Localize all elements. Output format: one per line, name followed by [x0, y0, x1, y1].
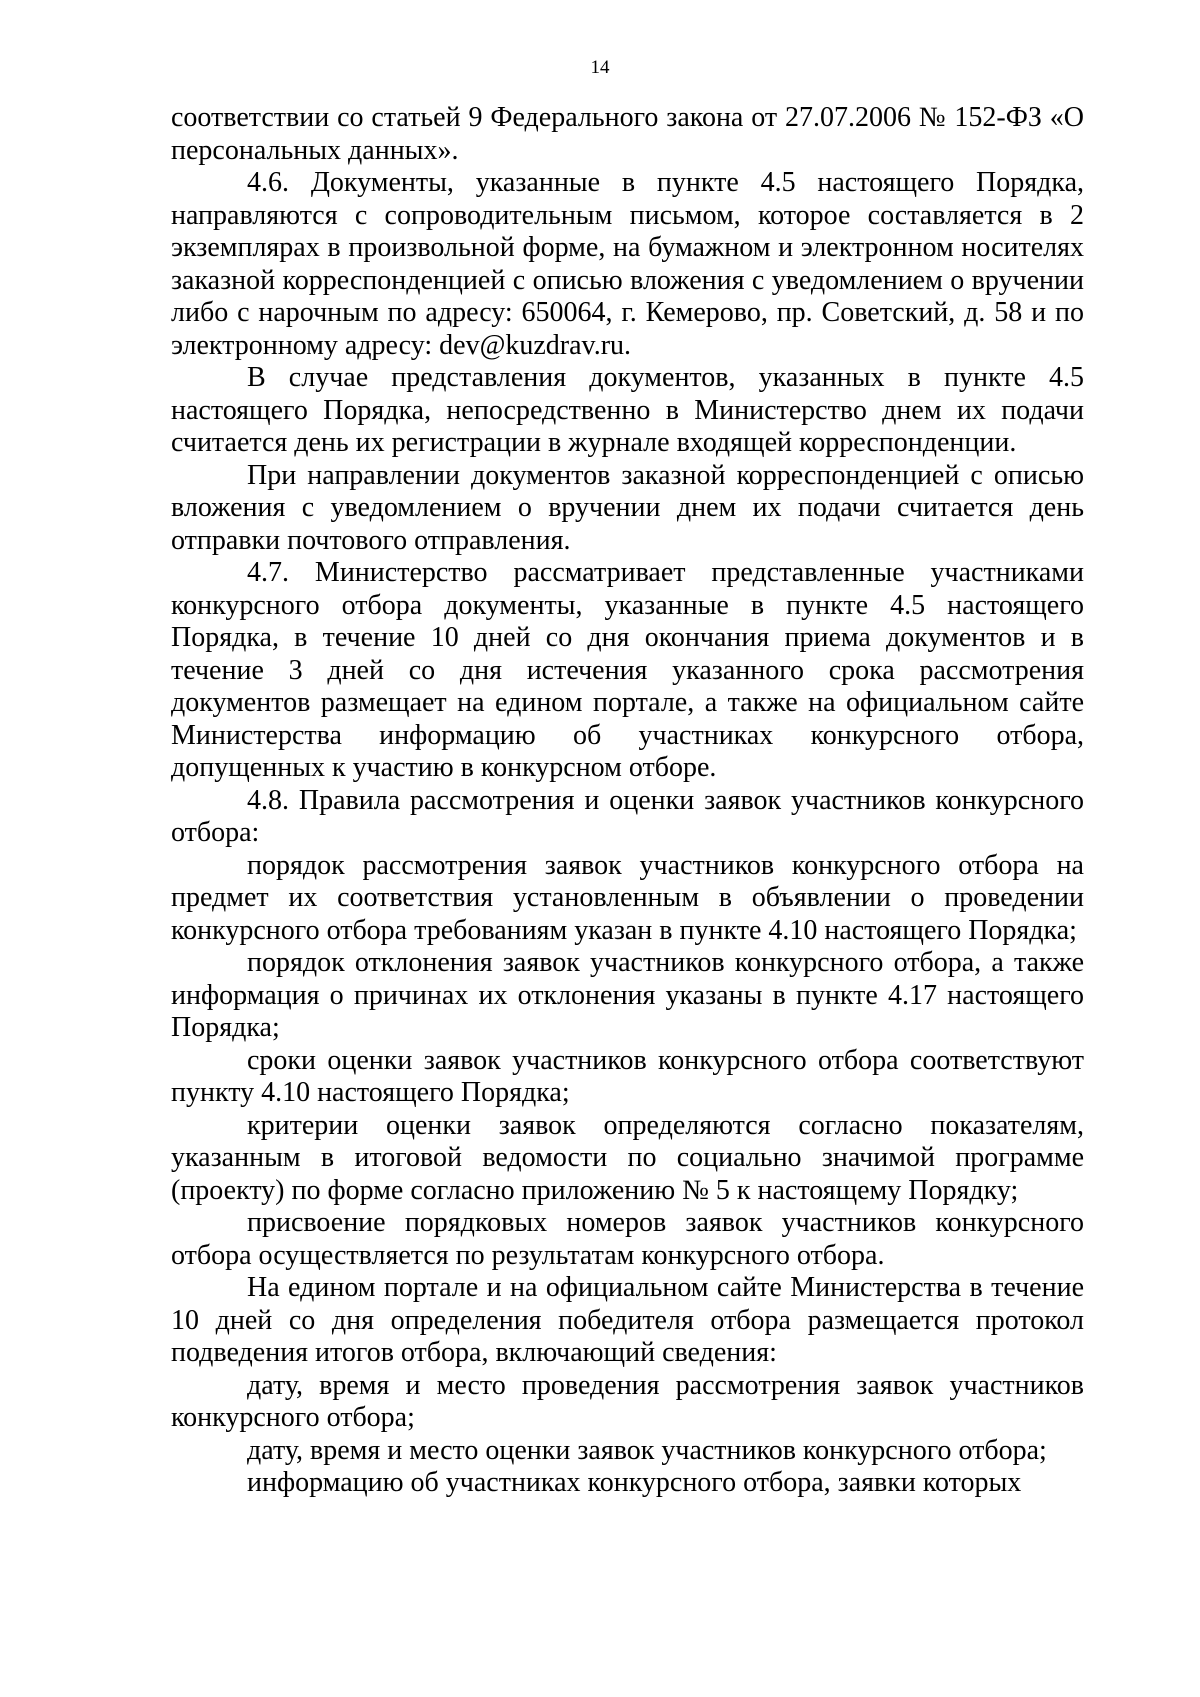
page-number: 14	[590, 57, 610, 78]
paragraph-protocol-item-evaluation: дату, время и место оценки заявок участников конкурсного отбора;	[247, 1434, 1047, 1466]
paragraph-submission-by-mail: При направлении документов заказной корреспонденцией с описью вложения с уведомлением о вручении днем их подачи считается день отправки почтового отправления.	[171, 459, 1084, 556]
paragraph-evaluation-criteria: критерии оценки заявок определяются согласно показателям, указанным в итоговой ведомости по социально значимой программе (проекту) по форме согласно приложению № 5 к настоящему Порядку;	[171, 1109, 1084, 1206]
paragraph-submission-in-person: В случае представления документов, указанных в пункте 4.5 настоящего Порядка, непосредственно в Министерство днем их подачи считается день их регистрации в журнале входящей корреспонденции.	[171, 362, 1084, 458]
paragraph-rejection-procedure: порядок отклонения заявок участников конкурсного отбора, а также информация о причинах их отклонения указаны в пункте 4.17 настоящего Порядка;	[171, 947, 1084, 1043]
paragraph-numbering: присвоение порядковых номеров заявок участников конкурсного отбора осуществляется по результатам конкурсного отбора.	[171, 1207, 1084, 1271]
paragraph-protocol: На едином портале и на официальном сайте Министерства в течение 10 дней со дня определения победителя отбора размещается протокол подведения итогов отбора, включающий сведения:	[171, 1272, 1084, 1368]
paragraph-continuation: соответствии со статьей 9 Федерального закона от 27.07.2006 № 152-ФЗ «О персональных данных».	[171, 102, 1084, 166]
paragraph-protocol-item-review: дату, время и место проведения рассмотрения заявок участников конкурсного отбора;	[171, 1369, 1084, 1433]
paragraph-evaluation-terms: сроки оценки заявок участников конкурсного отбора соответствуют пункту 4.10 настоящего Порядка;	[171, 1044, 1084, 1108]
paragraph-4-7: 4.7. Министерство рассматривает представленные участниками конкурсного отбора документы, указанные в пункте 4.5 настоящего Порядка, в течение 10 дней со дня окончания приема документов и в течение 3 дней со дня истечения указанного срока рассмотрения документов размещает на едином портале, а также на официальном сайте Министерства информацию об участниках конкурсного отбора, допущенных к участию в конкурсном отборе.	[171, 557, 1084, 783]
paragraph-protocol-item-participants: информацию об участниках конкурсного отбора, заявки которых	[247, 1467, 1022, 1498]
paragraph-review-procedure: порядок рассмотрения заявок участников конкурсного отбора на предмет их соответствия установленным в объявлении о проведении конкурсного отбора требованиям указан в пункте 4.10 настоящего Порядка;	[171, 849, 1084, 946]
paragraph-4-8: 4.8. Правила рассмотрения и оценки заявок участников конкурсного отбора:	[171, 784, 1084, 848]
paragraph-4-6: 4.6. Документы, указанные в пункте 4.5 настоящего Порядка, направляются с сопроводительным письмом, которое составляется в 2 экземплярах в произвольной форме, на бумажном и электронном носителях заказной корреспонденцией с описью вложения с уведомлением о вручении либо с нарочным по адресу: 650064, г. Кемерово, пр. Советский, д. 58 и по электронному адресу: dev@kuzdrav.ru.	[171, 167, 1084, 361]
document-body	[171, 102, 1084, 1500]
